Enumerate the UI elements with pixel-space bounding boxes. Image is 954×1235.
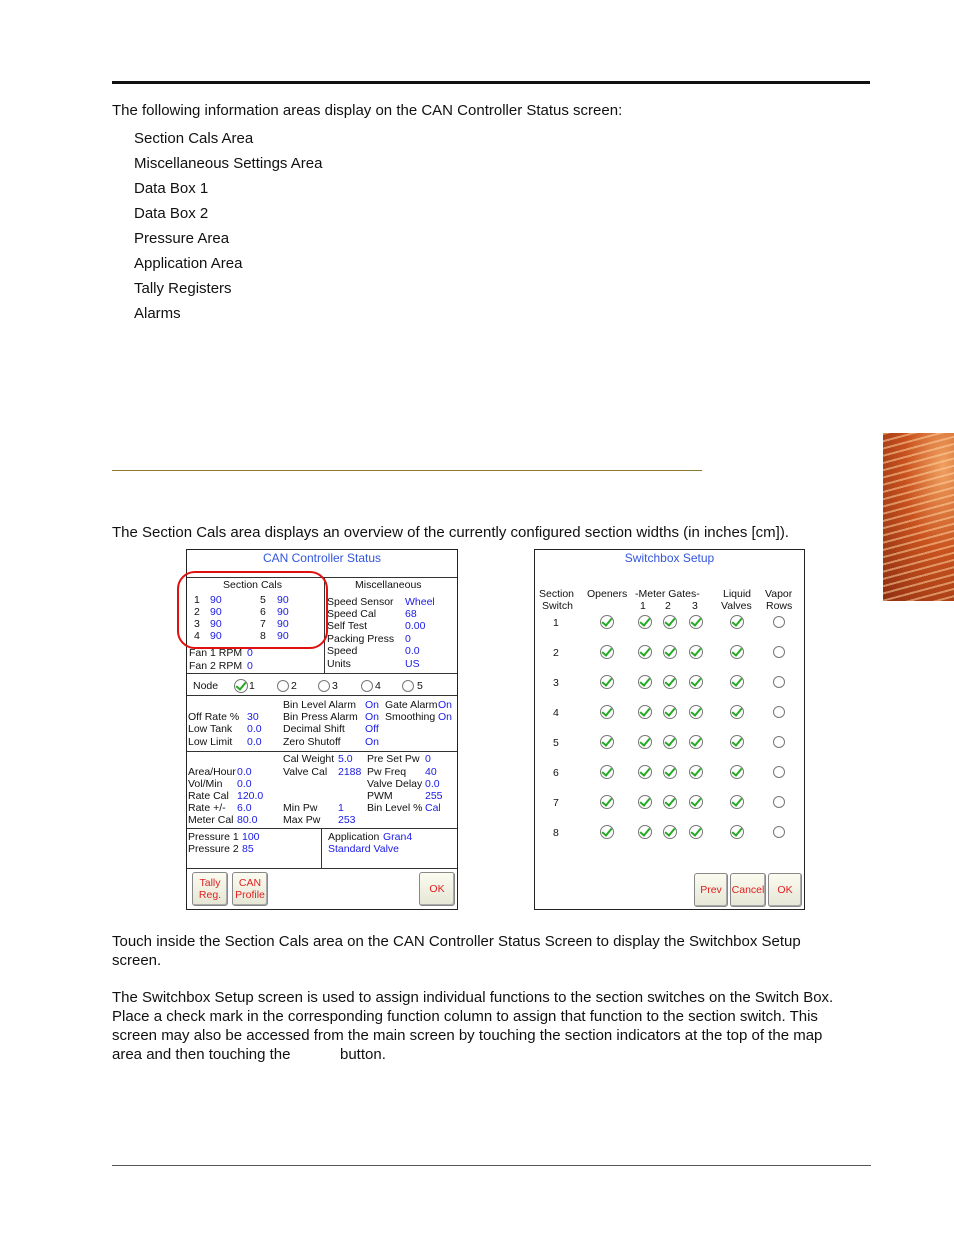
gate2-check-icon[interactable]: [663, 615, 677, 629]
misc-value: Wheel: [405, 596, 435, 608]
fan2-label: Fan 2 RPM: [189, 660, 243, 672]
vapor-radio-icon[interactable]: [773, 736, 785, 748]
gate3-check-icon[interactable]: [689, 765, 703, 779]
gate1-check-icon[interactable]: [638, 735, 652, 749]
box1-label: Bin Press Alarm: [283, 711, 358, 723]
button-label: Reg.: [198, 889, 222, 901]
node-1-radio-checked-icon[interactable]: [234, 679, 248, 693]
application-value: Gran4: [383, 831, 413, 843]
node-label: Node: [193, 680, 219, 692]
screen-title: Switchbox Setup: [624, 551, 715, 565]
openers-check-icon[interactable]: [600, 615, 614, 629]
box2-value: 40: [425, 766, 437, 778]
application-label: Application: [328, 831, 380, 843]
box2-label: Vol/Min: [188, 778, 223, 790]
openers-check-icon[interactable]: [600, 735, 614, 749]
switchbox-paragraph-line: button.: [340, 1046, 386, 1063]
box2-label: Pre Set Pw: [367, 753, 420, 765]
fan1-label: Fan 1 RPM: [189, 647, 243, 659]
box1-value: On: [365, 736, 380, 748]
misc-label: Self Test: [327, 620, 368, 632]
section-number: 1: [553, 617, 559, 629]
box1-value: On: [365, 699, 380, 711]
switchbox-setup-screen: [534, 549, 805, 910]
screen-title: CAN Controller Status: [262, 551, 382, 565]
cancel-button[interactable]: Cancel: [730, 873, 766, 907]
prev-button[interactable]: Prev: [694, 873, 728, 907]
section-number: 5: [553, 737, 559, 749]
box1-label: Zero Shutoff: [283, 736, 341, 748]
switchbox-paragraph-line: area and then touching the: [112, 1046, 291, 1063]
gate1-check-icon[interactable]: [638, 645, 652, 659]
box2-label: Min Pw: [283, 802, 318, 814]
vapor-radio-icon[interactable]: [773, 766, 785, 778]
ok-button[interactable]: OK: [768, 873, 802, 907]
box2-value: 2188: [338, 766, 362, 778]
openers-check-icon[interactable]: [600, 825, 614, 839]
gate3-check-icon[interactable]: [689, 675, 703, 689]
box1-label: Off Rate %: [188, 711, 240, 723]
liquid-check-icon[interactable]: [730, 675, 744, 689]
box1-label: Gate Alarm: [385, 699, 438, 711]
liquid-check-icon[interactable]: [730, 645, 744, 659]
misc-label: Packing Press: [327, 633, 395, 645]
box2-value: 80.0: [237, 814, 258, 826]
cal-number: 7: [260, 618, 266, 630]
box1-label: Bin Level Alarm: [283, 699, 356, 711]
cal-value: 90: [210, 630, 222, 642]
cal-number: 3: [194, 618, 200, 630]
liquid-check-icon[interactable]: [730, 735, 744, 749]
box2-label: Bin Level %: [367, 802, 423, 814]
column-header: -Meter Gates-: [635, 588, 700, 600]
section-cals-header: Section Cals: [223, 579, 282, 591]
intro-text: The following information areas display on the CAN Controller Status screen:: [112, 102, 623, 119]
box2-label: Valve Cal: [283, 766, 328, 778]
box1-value: 30: [247, 711, 259, 723]
box1-label: Low Tank: [188, 723, 233, 735]
box2-value: 0.0: [237, 778, 252, 790]
cal-value: 90: [210, 618, 222, 630]
column-header: Rows: [766, 600, 793, 612]
gate3-check-icon[interactable]: [689, 705, 703, 719]
misc-header: Miscellaneous: [355, 579, 422, 591]
liquid-check-icon[interactable]: [730, 825, 744, 839]
cal-value: 90: [277, 606, 289, 618]
openers-check-icon[interactable]: [600, 645, 614, 659]
column-header: Liquid: [723, 588, 752, 600]
cal-value: 90: [210, 594, 222, 606]
top-rule: [112, 81, 870, 84]
openers-check-icon[interactable]: [600, 795, 614, 809]
gate2-check-icon[interactable]: [663, 735, 677, 749]
cal-number: 2: [194, 606, 200, 618]
node-number: 4: [375, 680, 381, 692]
list-item: Application Area: [134, 255, 243, 272]
section-number: 2: [553, 647, 559, 659]
gate2-check-icon[interactable]: [663, 645, 677, 659]
openers-check-icon[interactable]: [600, 705, 614, 719]
misc-label: Units: [327, 658, 351, 670]
cal-number: 4: [194, 630, 200, 642]
gate2-check-icon[interactable]: [663, 825, 677, 839]
gate3-check-icon[interactable]: [689, 645, 703, 659]
box2-value: 6.0: [237, 802, 252, 814]
box2-value: 5.0: [338, 753, 353, 765]
column-header: 1: [640, 600, 646, 612]
box1-label: Smoothing: [385, 711, 436, 723]
box2-label: Rate Cal: [188, 790, 229, 802]
box2-label: Cal Weight: [283, 753, 335, 765]
section-number: 3: [553, 677, 559, 689]
gate1-check-icon[interactable]: [638, 825, 652, 839]
section-cals-highlight: [177, 571, 328, 649]
list-item: Section Cals Area: [134, 130, 254, 147]
switchbox-paragraph-line: Place a check mark in the corresponding function column to assign that function to the section switch. This: [112, 1008, 818, 1025]
section-cals-text: The Section Cals area displays an overview of the currently configured section widths (in inches [cm]).: [112, 524, 789, 541]
ok-button[interactable]: OK: [419, 872, 455, 906]
liquid-check-icon[interactable]: [730, 795, 744, 809]
pressure2-value: 85: [242, 843, 254, 855]
vapor-radio-icon[interactable]: [773, 796, 785, 808]
box2-value: 253: [338, 814, 356, 826]
section-number: 6: [553, 767, 559, 779]
gate1-check-icon[interactable]: [638, 615, 652, 629]
misc-label: Speed Sensor: [327, 596, 394, 608]
box2-label: Area/Hour: [188, 766, 236, 778]
vapor-radio-icon[interactable]: [773, 826, 785, 838]
misc-value: 0.00: [405, 620, 426, 632]
box1-value: On: [438, 711, 453, 723]
box1-value: 0.0: [247, 723, 262, 735]
openers-check-icon[interactable]: [600, 675, 614, 689]
fan2-value: 0: [247, 660, 253, 672]
gate3-check-icon[interactable]: [689, 615, 703, 629]
openers-check-icon[interactable]: [600, 765, 614, 779]
vapor-radio-icon[interactable]: [773, 706, 785, 718]
gate1-check-icon[interactable]: [638, 705, 652, 719]
list-item: Alarms: [134, 305, 181, 322]
liquid-check-icon[interactable]: [730, 705, 744, 719]
box2-value: 0: [425, 753, 431, 765]
cal-number: 6: [260, 606, 266, 618]
liquid-check-icon[interactable]: [730, 615, 744, 629]
gate3-check-icon[interactable]: [689, 735, 703, 749]
column-header: Valves: [721, 600, 752, 612]
button-label: CAN: [238, 877, 262, 889]
cal-number: 8: [260, 630, 266, 642]
node-number: 2: [291, 680, 297, 692]
section-number: 4: [553, 707, 559, 719]
node-2-radio-icon[interactable]: [277, 680, 289, 692]
column-header: 3: [692, 600, 698, 612]
misc-value: US: [405, 658, 420, 670]
column-header: Section: [539, 588, 575, 600]
vapor-radio-icon[interactable]: [773, 646, 785, 658]
box1-value: On: [438, 699, 453, 711]
button-label: Profile: [235, 889, 265, 901]
switchbox-paragraph-line: screen may also be accessed from the main screen by touching the section indicators at the top of the map: [112, 1027, 823, 1044]
column-header: Switch: [542, 600, 573, 612]
box2-value: Cal: [425, 802, 441, 814]
can-controller-status-screen: [186, 549, 458, 910]
node-number: 3: [332, 680, 338, 692]
touch-instruction-text: Touch inside the Section Cals area on the CAN Controller Status Screen to display the Switchbox Setup screen.: [112, 933, 801, 969]
liquid-check-icon[interactable]: [730, 765, 744, 779]
box1-value: On: [365, 711, 380, 723]
cal-number: 1: [194, 594, 200, 606]
list-item: Miscellaneous Settings Area: [134, 155, 323, 172]
application-valve: Standard Valve: [328, 843, 400, 855]
cal-number: 5: [260, 594, 266, 606]
cal-value: 90: [277, 630, 289, 642]
list-item: Data Box 1: [134, 180, 209, 197]
vapor-radio-icon[interactable]: [773, 616, 785, 628]
box1-value: 0.0: [247, 736, 262, 748]
box2-label: Rate +/-: [188, 802, 226, 814]
misc-value: 0.0: [405, 645, 420, 657]
cal-value: 90: [277, 594, 289, 606]
pressure2-label: Pressure 2: [188, 843, 239, 855]
section-number: 8: [553, 827, 559, 839]
areas-list: [134, 130, 322, 330]
misc-value: 0: [405, 633, 411, 645]
node-number: 5: [417, 680, 423, 692]
pressure1-value: 100: [242, 831, 260, 843]
box2-label: PWM: [367, 790, 393, 802]
misc-value: 68: [405, 608, 417, 620]
box2-label: Valve Delay: [367, 778, 423, 790]
column-header: Vapor: [765, 588, 793, 600]
gate2-check-icon[interactable]: [663, 705, 677, 719]
vapor-radio-icon[interactable]: [773, 676, 785, 688]
box2-label: Max Pw: [283, 814, 321, 826]
chapter-tab-image: [883, 433, 954, 601]
misc-label: Speed: [327, 645, 358, 657]
gate2-check-icon[interactable]: [663, 675, 677, 689]
node-3-radio-icon[interactable]: [318, 680, 330, 692]
box2-label: Pw Freq: [367, 766, 407, 778]
box1-label: Decimal Shift: [283, 723, 345, 735]
list-item: Tally Registers: [134, 280, 232, 297]
node-5-radio-icon[interactable]: [402, 680, 414, 692]
box2-label: Meter Cal: [188, 814, 234, 826]
bottom-rule: [112, 1165, 871, 1166]
column-header: 2: [665, 600, 671, 612]
gate3-check-icon[interactable]: [689, 795, 703, 809]
cal-value: 90: [277, 618, 289, 630]
gate2-check-icon[interactable]: [663, 795, 677, 809]
button-label: Tally: [199, 877, 221, 889]
switchbox-paragraph-line: The Switchbox Setup screen is used to assign individual functions to the section switches on the Switch Box.: [112, 989, 834, 1006]
gate1-check-icon[interactable]: [638, 765, 652, 779]
box2-value: 0.0: [237, 766, 252, 778]
fan1-value: 0: [247, 647, 253, 659]
misc-label: Speed Cal: [327, 608, 377, 620]
gate1-check-icon[interactable]: [638, 675, 652, 689]
box2-value: 1: [338, 802, 344, 814]
box2-value: 255: [425, 790, 443, 802]
node-4-radio-icon[interactable]: [361, 680, 373, 692]
can-profile-button[interactable]: [232, 872, 268, 906]
box1-value: Off: [365, 723, 379, 735]
pressure1-label: Pressure 1: [188, 831, 239, 843]
tally-reg-button[interactable]: [192, 872, 228, 906]
node-number: 1: [249, 680, 255, 692]
list-item: Pressure Area: [134, 230, 230, 247]
box2-value: 120.0: [237, 790, 264, 802]
gate2-check-icon[interactable]: [663, 765, 677, 779]
section-rule: [112, 470, 702, 471]
box2-value: 0.0: [425, 778, 440, 790]
gate1-check-icon[interactable]: [638, 795, 652, 809]
cal-value: 90: [210, 606, 222, 618]
column-header: Openers: [587, 588, 628, 600]
gate3-check-icon[interactable]: [689, 825, 703, 839]
box1-label: Low Limit: [188, 736, 233, 748]
section-number: 7: [553, 797, 559, 809]
list-item: Data Box 2: [134, 205, 209, 222]
